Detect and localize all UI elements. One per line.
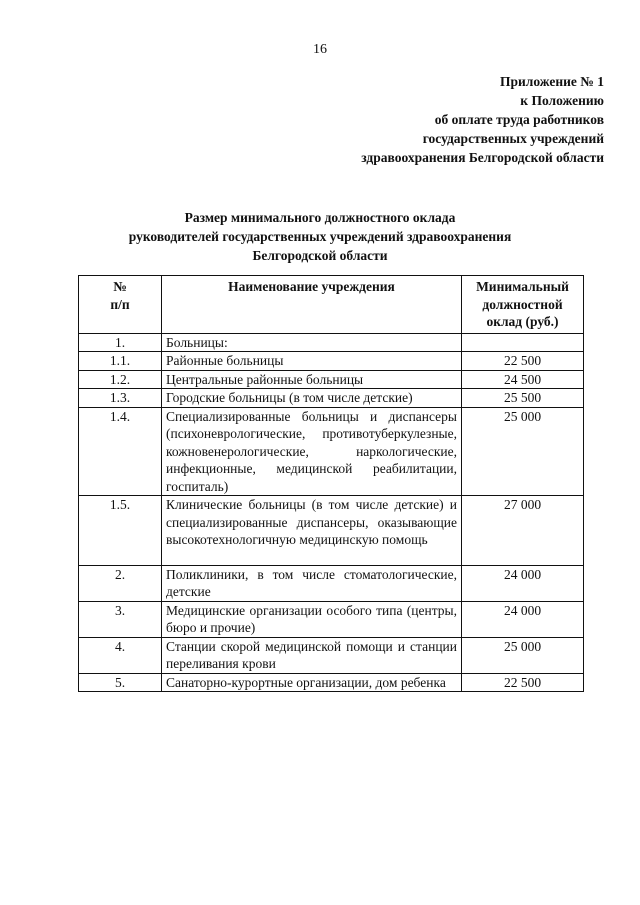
row-salary: 22 500 <box>462 673 584 692</box>
row-salary <box>462 333 584 352</box>
row-number: 4. <box>79 637 162 673</box>
row-number: 1.2. <box>79 370 162 389</box>
row-number: 1.1. <box>79 352 162 371</box>
row-name: Клинические больницы (в том числе детские) и специализированные диспансеры, оказывающие высокотехнологичную медицинскую помощь <box>162 496 462 566</box>
appendix-header <box>304 72 604 167</box>
page-number: 16 <box>313 42 327 57</box>
row-number: 3. <box>79 601 162 637</box>
salary-table <box>78 275 584 692</box>
table-row <box>79 637 584 673</box>
appendix-line: государственных учреждений <box>422 131 604 146</box>
row-salary: 22 500 <box>462 352 584 371</box>
row-number: 1. <box>79 333 162 352</box>
row-name: Больницы: <box>162 333 462 352</box>
header-salary <box>462 276 584 334</box>
title-line: руководителей государственных учреждений здравоохранения <box>128 229 512 244</box>
row-salary: 24 000 <box>462 601 584 637</box>
row-name: Медицинские организации особого типа (центры, бюро и прочие) <box>162 601 462 637</box>
header-salary-line: Минимальный <box>476 279 569 294</box>
table-row <box>79 370 584 389</box>
table-row <box>79 389 584 408</box>
row-salary: 27 000 <box>462 496 584 566</box>
row-salary: 25 000 <box>462 637 584 673</box>
row-name: Районные больницы <box>162 352 462 371</box>
row-name: Специализированные больницы и диспансеры (психоневрологические, противотуберкулезные, кожновенерологические, наркологические, инфекционные, медицинской реабилитации, госпиталь) <box>162 407 462 496</box>
row-name: Станции скорой медицинской помощи и станции переливания крови <box>162 637 462 673</box>
table-row <box>79 352 584 371</box>
row-number: 1.5. <box>79 496 162 566</box>
row-name: Санаторно-курортные организации, дом ребенка <box>162 673 462 692</box>
row-salary: 24 500 <box>462 370 584 389</box>
table-row <box>79 673 584 692</box>
document-title <box>0 208 640 265</box>
header-name: Наименование учреждения <box>162 276 462 334</box>
row-name: Центральные районные больницы <box>162 370 462 389</box>
header-number-line: № <box>113 279 127 294</box>
row-number: 5. <box>79 673 162 692</box>
table-row <box>79 601 584 637</box>
table-row <box>79 565 584 601</box>
header-number <box>79 276 162 334</box>
table-row <box>79 333 584 352</box>
row-salary: 25 000 <box>462 407 584 496</box>
header-salary-line: оклад (руб.) <box>486 314 559 329</box>
appendix-line: Приложение № 1 <box>500 74 604 89</box>
row-name: Городские больницы (в том числе детские) <box>162 389 462 408</box>
table-header-row <box>79 276 584 334</box>
row-number: 2. <box>79 565 162 601</box>
row-name: Поликлиники, в том числе стоматологические, детские <box>162 565 462 601</box>
appendix-line: к Положению <box>520 93 604 108</box>
row-number: 1.3. <box>79 389 162 408</box>
table-row <box>79 496 584 566</box>
header-salary-line: должностной <box>482 296 563 312</box>
appendix-line: об оплате труда работников <box>434 112 604 127</box>
row-number: 1.4. <box>79 407 162 496</box>
title-line: Белгородской области <box>252 248 388 263</box>
row-salary: 24 000 <box>462 565 584 601</box>
title-line: Размер минимального должностного оклада <box>184 210 456 225</box>
header-number-line: п/п <box>110 296 130 312</box>
table-row <box>79 407 584 496</box>
appendix-line: здравоохранения Белгородской области <box>361 150 604 165</box>
row-salary: 25 500 <box>462 389 584 408</box>
